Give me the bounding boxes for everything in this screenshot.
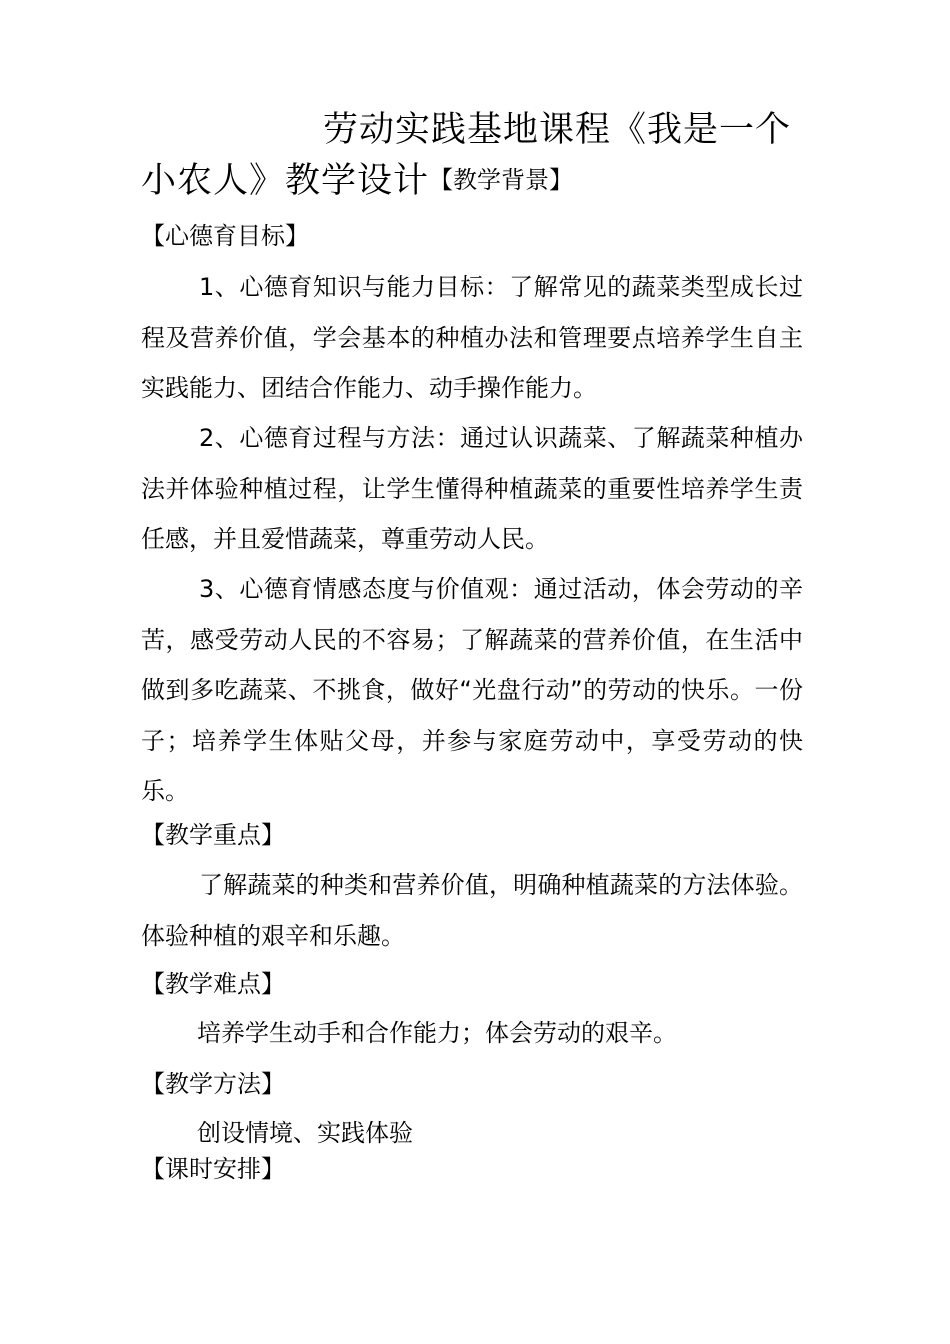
- methods-text: 创设情境、实践体验: [197, 1119, 413, 1147]
- document-title-line-2: [141, 161, 574, 201]
- section-heading-background: 【教学背景】: [429, 166, 574, 194]
- section-heading-key-points: 【教学重点】: [141, 821, 285, 849]
- section-heading-schedule: 【课时安排】: [141, 1155, 285, 1183]
- section-heading-difficulties: 【教学难点】: [141, 970, 285, 998]
- goal-paragraph-3: 3、心德育情感态度与价值观：通过活动，体会劳动的辛苦，感受劳动人民的不容易；了解蔬菜的营养价值，在生活中做到多吃蔬菜、不挑食，做好“光盘行动”的劳动的快乐。一份子；培养学生体贴父母，并参与家庭劳动中，享受劳动的快乐。: [141, 575, 803, 805]
- document-title-line-1: 劳动实践基地课程《我是一个: [323, 110, 792, 150]
- section-heading-methods: 【教学方法】: [141, 1070, 285, 1098]
- key-points-paragraph: 了解蔬菜的种类和营养价值，明确种植蔬菜的方法体验。体验种植的艰辛和乐趣。: [141, 871, 803, 950]
- section-heading-goals: 【心德育目标】: [141, 222, 309, 250]
- goal-paragraph-2: 2、心德育过程与方法：通过认识蔬菜、了解蔬菜种植办法并体验种植过程，让学生懂得种植蔬菜的重要性培养学生责任感，并且爱惜蔬菜，尊重劳动人民。: [141, 424, 803, 553]
- goal-paragraph-1: 1、心德育知识与能力目标：了解常见的蔬菜类型成长过程及营养价值，学会基本的种植办法和管理要点培养学生自主实践能力、团结合作能力、动手操作能力。: [141, 273, 803, 402]
- difficulties-text: 培养学生动手和合作能力；体会劳动的艰辛。: [197, 1019, 677, 1047]
- document-title-text: 小农人》教学设计: [141, 161, 430, 201]
